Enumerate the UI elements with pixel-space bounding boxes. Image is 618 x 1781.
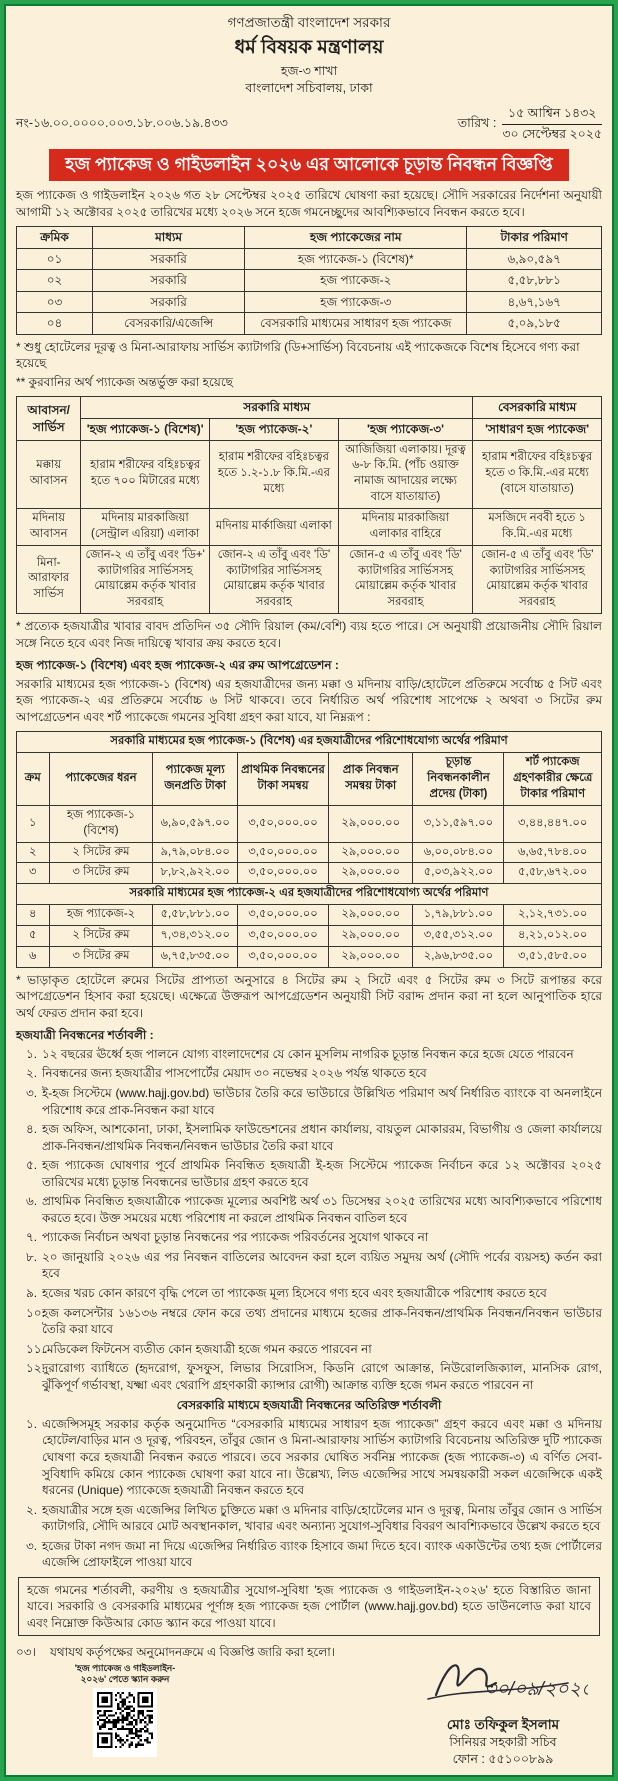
- list-item: [16, 1046, 602, 1063]
- cell: আজিজিয়া এলাকায়। দূরত্ব ৬-৮ কি.মি. (পাঁচ ওয়াক্ত নামাজ আদায়ের লক্ষ্যে বাসে যাতায়াত): [338, 440, 473, 508]
- upgrade-calculation-note: * ভাড়াকৃত হোটেলে রুমের সিটের প্রাপ্যতা অনুসারে ৪ সিটের রুম ২ সিটে এবং ৫ সিটের রুম ৩ সিটে রূপান্তর করে আপগ্রেডেশন হিসাব করা হয়েছে। এক্ষেত্রে উক্তরূপ আপগ্রেডেশন অনুযায়ী সিট বরাদ্দ প্রদান করা না হলে আনুপাতিক হারে অর্থ ফেরত প্রদান করা হবে।: [16, 972, 602, 1020]
- item-text: ২০ জানুয়ারি ২০২৬ এর পর নিবন্ধন বাতিলের আবেদন করা হলে ব্যয়িত সমুদয় অর্থ (সৌদি পর্বের ব্যয়সহ) কর্তন করা হবে: [42, 1249, 602, 1281]
- signatory-title: সিনিয়র সহকারী সচিব: [449, 1735, 557, 1750]
- cell: ৭,৩৪,৩১২.০০: [153, 926, 238, 947]
- list-item: [16, 1193, 602, 1226]
- table-row: [17, 946, 602, 967]
- item-number: ১.: [26, 1046, 38, 1061]
- item-number: ৫.: [26, 1158, 38, 1173]
- extra-conditions-heading: বেসরকারি মাধ্যমে হজযাত্রী নিবন্ধনের অতিরিক্ত শর্তাবলী: [176, 1398, 442, 1413]
- cell: ৫,৫৮,৬৭২.০০: [504, 863, 602, 884]
- upgrade-heading: হজ প্যাকেজ-১ (বিশেষ) এবং হজ প্যাকেজ-২ এর রুম আপগ্রেডেশন :: [16, 658, 339, 673]
- col-header: 'হজ প্যাকেজ-২': [210, 419, 339, 441]
- note-qurbani: ** কুরবানির অর্থ প্যাকেজ অন্তর্ভুক্ত করা হয়েছে: [16, 374, 233, 389]
- cell: সরকারি: [93, 291, 245, 313]
- date-values: [502, 105, 602, 143]
- cell: ৩,৫০,০০০.০০: [237, 905, 328, 926]
- cell: ৩,৫১,৫৮৫.০০: [504, 946, 602, 967]
- item-number: ৪.: [26, 1122, 38, 1137]
- cell: ৫,০৩,৯২২.০০: [413, 863, 504, 884]
- payment-table-title-2: সরকারি মাধ্যমের হজ প্যাকেজ-২ এর হজযাত্রীদের পরিশোধযোগ্য অর্থের পরিমাণ: [17, 884, 602, 905]
- col-header: প্যাকেজের ধরন: [49, 753, 153, 806]
- row-label: মিনা- আরাফার সার্ভিস: [17, 545, 81, 613]
- cell: হজ প্যাকেজ-১ (বিশেষ)*: [245, 248, 467, 270]
- cell: হজ প্যাকেজ-২: [49, 905, 153, 926]
- intro-paragraph: হজ প্যাকেজ ও গাইডলাইন ২০২৬ গত ২৮ সেপ্টেম্বর ২০২৫ তারিখে ঘোষণা করা হয়েছে। সৌদি সরকারের নির্দেশনা অনুযায়ী আগামী ১২ অক্টোবর ২০২৫ তারিখের মধ্যে ২০২৬ সনে হজে গমনেচ্ছুদের আবশ্যিকভাবে নিবন্ধন করতে হবে।: [16, 187, 602, 219]
- item-text: নিবন্ধনের জন্য হজযাত্রীর পাসপোর্টের মেয়াদ ৩০ নভেম্বর ২০২৬ পর্যন্ত থাকতে হবে: [42, 1066, 427, 1081]
- cell: ৩,৫০,০০০.০০: [237, 926, 328, 947]
- cell: ২,১২,৭৩১.০০: [504, 905, 602, 926]
- banner-wrap: [16, 149, 602, 181]
- cell: ০৩: [17, 291, 93, 313]
- list-item: [16, 1157, 602, 1190]
- col-header: 'হজ প্যাকেজ-১ (বিশেষ)': [81, 419, 210, 441]
- notice-title-banner: হজ প্যাকেজ ও গাইডলাইন ২০২৬ এর আলোকে চূড়ান্ত নিবন্ধন বিজ্ঞপ্তি: [49, 149, 568, 181]
- row-label: মক্কায় আবাসন: [17, 440, 81, 508]
- table-title-row: [17, 732, 602, 753]
- item-number: ১.: [26, 1416, 38, 1431]
- item-number: ২.: [26, 1502, 38, 1517]
- cell: ২,৯৬,৮৩৫.০০: [413, 946, 504, 967]
- item-number: ৯.: [26, 1286, 38, 1301]
- cell: বেসরকারি/এজেন্সি: [93, 313, 245, 335]
- cell: ০১: [17, 248, 93, 270]
- col-header: ক্রম: [17, 753, 50, 806]
- list-item: [16, 1538, 602, 1571]
- list-item: [16, 1085, 602, 1118]
- cell: ৩: [17, 863, 50, 884]
- conditions-list: [16, 1046, 602, 1393]
- item-text: প্রাথমিক নিবন্ধিত হজযাত্রীকে প্যাকেজ মূল্যের অবশিষ্ট অর্থ ৩১ ডিসেম্বর ২০২৫ তারিখের মধ্যে আবশ্যিকভাবে পরিশোধ করতে হবে। উক্ত সময়ের মধ্যে পরিশোধ না করলে প্রাথমিক নিবন্ধন বাতিল হবে: [42, 1194, 602, 1225]
- item-text: দুরারোগ্য ব্যাধিতে (হৃদরোগ, ফুসফুস, লিভার সিরোসিস, কিডনি রোগে আক্রান্ত, নিউরোলজিক্যাল, মানসিক রোগ, ঝুঁকিপূর্ণ গর্ভাবস্থা, যক্ষ্মা এবং থেরাপি গ্রহণকারী ক্যান্সার রোগী) আক্রান্ত ব্যক্তি হজে গমন করতে পারবেন না: [42, 1361, 602, 1392]
- cell: ৩,৫০,০০০.০০: [237, 863, 328, 884]
- branch-name: হজ-৩ শাখা: [280, 63, 338, 78]
- cell: ২৯,০০০.০০: [328, 926, 413, 947]
- cell: ৩ সিটের রুম: [49, 863, 153, 884]
- qr-caption-line1: 'হজ প্যাকেজ ও গাইডলাইন-: [74, 1662, 176, 1673]
- cell: হজ প্যাকেজ-১ (বিশেষ): [49, 805, 153, 842]
- cell: ৫,৫৮,৮৮১: [467, 270, 602, 292]
- package-price-table: [16, 226, 602, 335]
- cell: ২: [17, 842, 50, 863]
- col-header: শর্ট প্যাকেজ গ্রহণকারীর ক্ষেত্রে টাকার পরিমাণ: [504, 753, 602, 806]
- list-item: [16, 1285, 602, 1302]
- extra-conditions-list: [16, 1416, 602, 1571]
- qr-block: [60, 1663, 190, 1757]
- cell: সরকারি: [93, 270, 245, 292]
- closing-number: ০৩।: [16, 1645, 36, 1660]
- bottom-row: [16, 1663, 602, 1769]
- date-block: [458, 105, 602, 143]
- upgrade-paragraph: সরকারি মাধ্যমের হজ প্যাকেজ-১ (বিশেষ) এর হজযাত্রীদের জন্য মক্কা ও মদিনায় বাড়ি/হোটেলে প্রতিরুমে সর্বোচ্চ ৫ সিট এবং হজ প্যাকেজ-২ এর প্রতিরুমে সর্বোচ্চ ৬ সিট থাকবে। তবে নির্ধারিত অর্থ পরিশোধ সাপেক্ষে ২ অথবা ৩ সিটের রুম আপগ্রেডেশন এবং শর্ট প্যাকেজে গমনের সুবিধা গ্রহণ করা যাবে, যা নিম্নরূপ :: [16, 676, 602, 724]
- cell: সরকারি: [93, 248, 245, 270]
- table-row: [17, 291, 602, 313]
- item-number: ৬.: [26, 1194, 38, 1209]
- table-row: [17, 313, 602, 335]
- col-header: চূড়ান্ত নিবন্ধনকালীন প্রদেয় (টাকা): [413, 753, 504, 806]
- cell: ২৯,০০০.০০: [328, 805, 413, 842]
- cell: জোন-৫ এ তাঁবু এবং 'ডি' ক্যাটাগরির সার্ভিসসহ মোয়াল্লেম কর্তৃক খাবার সরবরাহ: [338, 545, 473, 613]
- cell: ৩,১১,৫৯৭.০০: [413, 805, 504, 842]
- cell: ৬,৭৫,৮৩৫.০০: [153, 946, 238, 967]
- item-number: ৩.: [26, 1086, 38, 1101]
- cell: ৬,৯০,৫৯৭.০০: [153, 805, 238, 842]
- table-header-row: [17, 753, 602, 806]
- table-row: [17, 805, 602, 842]
- qr-code-icon: [97, 1692, 153, 1748]
- secretariat-address: বাংলাদেশ সচিবালয়, ঢাকা: [245, 81, 373, 96]
- list-item: [16, 1249, 602, 1282]
- cell: ৩,৫০,০০০.০০: [237, 946, 328, 967]
- cell: ০৪: [17, 313, 93, 335]
- note-special: * শুধু হোটেলের দূরত্ব ও মিনা-আরাফায় সার্ভিস ক্যাটাগরি (ডি+সার্ভিস) বিবেচনায় এই প্যাকেজকে বিশেষ হিসেবে গণ্য করা হয়েছে: [16, 339, 580, 371]
- payment-table-title-1: সরকারি মাধ্যমের হজ প্যাকেজ-১ (বিশেষ) এর হজযাত্রীদের পরিশোধযোগ্য অর্থের পরিমাণ: [17, 732, 602, 753]
- table-row: [17, 926, 602, 947]
- cell: মদিনায় মার্কাজিয়া এলাকা: [210, 508, 339, 545]
- item-text: হজের টাকা নগদ জমা না দিয়ে এজেন্সির নির্ধারিত ব্যাংক হিসাবে জমা দিতে হবে। ব্যাংক একাউন্টের তথ্য হজ পোর্টালের এজেন্সি প্রোফাইলে পাওয়া যাবে: [42, 1538, 603, 1570]
- item-number: ৮.: [26, 1249, 38, 1264]
- cell: জোন-৫ এ তাঁবু এবং 'ডি' ক্যাটাগরির সার্ভিসসহ মোয়াল্লেম কর্তৃক খাবার সরবরাহ: [473, 545, 602, 613]
- cell: হারাম শরীফের বহিঃচত্বর হতে ৭০০ মিটারের মধ্যে: [81, 440, 210, 508]
- table-row: [17, 270, 602, 292]
- list-item: [16, 1305, 602, 1338]
- table-row: [17, 545, 602, 613]
- cell: ৬: [17, 946, 50, 967]
- list-item: [16, 1360, 602, 1393]
- memo-date-row: [16, 105, 602, 143]
- cell: হজ প্যাকেজ-৩: [245, 291, 467, 313]
- item-number: ৩.: [26, 1538, 38, 1553]
- item-text: হজ প্যাকেজ ঘোষণার পূর্বে প্রাথমিক নিবন্ধিত হজযাত্রী ই-হজ সিস্টেমে প্যাকেজ নির্বাচন করে ১২ অক্টোবর ২০২৫ তারিখের মধ্যে চূড়ান্ত নিবন্ধনের ভাউচার গ্রহণ করতে হবে: [42, 1158, 602, 1189]
- item-number: ২.: [26, 1066, 38, 1081]
- col-header: আবাসন/ সার্ভিস: [17, 397, 81, 440]
- signature-date: ৩০/০৯/২০২৫: [484, 1678, 588, 1700]
- list-item: [16, 1502, 602, 1535]
- signature-block: [418, 1649, 588, 1769]
- cell: ৬,৬৫,৭৮৪.০০: [504, 842, 602, 863]
- item-number: ১০.: [26, 1305, 45, 1320]
- table-header-row: [17, 227, 602, 249]
- government-name: গণপ্রজাতন্ত্রী বাংলাদেশ সরকার: [227, 15, 391, 30]
- item-number: ১২.: [26, 1361, 45, 1376]
- group-header-private: বেসরকারি মাধ্যম: [473, 397, 602, 419]
- cell: ৫: [17, 926, 50, 947]
- date-label: তারিখ :: [457, 116, 497, 131]
- group-header-public: সরকারি মাধ্যম: [81, 397, 473, 419]
- package-notes: [16, 339, 602, 391]
- cell: হজ প্যাকেজ-২: [245, 270, 467, 292]
- accommodation-service-table: [16, 396, 602, 614]
- closing-text: যথাযথ কর্তৃপক্ষের অনুমোদনক্রমে এ বিজ্ঞপ্তি জারি করা হলো।: [50, 1645, 335, 1660]
- table-row: [17, 440, 602, 508]
- table-row: [17, 905, 602, 926]
- col-header: 'সাধারণ হজ প্যাকেজ': [473, 419, 602, 441]
- cell: ৪: [17, 905, 50, 926]
- cell: ৪,২১,০১২.০০: [504, 926, 602, 947]
- cell: ৫,৫৮,৮৮১.০০: [153, 905, 238, 926]
- table-title-row: [17, 884, 602, 905]
- col-header: হজ প্যাকেজের নাম: [245, 227, 467, 249]
- cell: ১,৭৯,৮৮১.০০: [413, 905, 504, 926]
- cell: জোন-২ এ তাঁবু এবং 'ডি' ক্যাটাগরির সার্ভিসসহ মোয়াল্লেম কর্তৃক খাবার সরবরাহ: [210, 545, 339, 613]
- list-item: [16, 1065, 602, 1082]
- cell: ১: [17, 805, 50, 842]
- col-header: ক্রমিক: [17, 227, 93, 249]
- guideline-info-box: হজে গমনের শর্তাবলী, করণীয় ও হজযাত্রীর সুযোগ-সুবিধা 'হজ প্যাকেজ ও গাইডলাইন-২০২৬' হতে বিস্তারিত জানা যাবে। সরকারি ও বেসরকারি মাধ্যমের পূর্ণাঙ্গ হজ প্যাকেজ হজ পোর্টাল (www.hajj.gov.bd) হতে ডাউনলোড করা যাবে এবং নিম্নোক্ত কিউআর কোড স্ক্যান করে পাওয়া যাবে।: [18, 1577, 600, 1637]
- signatory-phone: ফোন : ৫৫১০০৮৯৯: [452, 1752, 554, 1767]
- row-label: মদিনায় আবাসন: [17, 508, 81, 545]
- date-bangla: ১৫ আশ্বিন ১৪৩২: [502, 105, 602, 124]
- qr-code: [93, 1688, 157, 1757]
- table-row: [17, 863, 602, 884]
- item-text: ১২ বছরের ঊর্ধ্বে হজ পালনে যোগ্য বাংলাদেশের যে কোন মুসলিম নাগরিক চূড়ান্ত নিবন্ধন করে হজে যেতে পারবেন: [42, 1046, 574, 1061]
- col-header: প্যাকেজ মূল্য জনপ্রতি টাকা: [153, 753, 238, 806]
- item-text: হজের খরচ কোন কারণে বৃদ্ধি পেলে তা প্যাকেজ মূল্য হিসেবে গণ্য হবে এবং হজযাত্রীকে পরিশোধ করতে হবে: [42, 1286, 547, 1301]
- cell: মদিনায় মারকাজিয়া এলাকার বাহিরে: [338, 508, 473, 545]
- signature-icon: [418, 1649, 588, 1711]
- cell: ৬,৯০,৫৯৭: [467, 248, 602, 270]
- cell: জোন-২ এ তাঁবু এবং 'ডি+' ক্যাটাগরির সার্ভিসসহ মোয়াল্লেম কর্তৃক খাবার সরবরাহ: [81, 545, 210, 613]
- cell: ৩,৫৫,৩১২.০০: [413, 926, 504, 947]
- col-header: প্রাথমিক নিবন্ধনের টাকা সমন্বয়: [237, 753, 328, 806]
- table-row: [17, 508, 602, 545]
- cell: ৩ সিটের রুম: [49, 946, 153, 967]
- payment-amount-table: [16, 731, 602, 967]
- cell: ০২: [17, 270, 93, 292]
- item-text: হজযাত্রীর সঙ্গে হজ এজেন্সির লিখিত চুক্তিতে মক্কা ও মদিনার বাড়ি/হোটেলের মান ও দূরত্ব, মিনায় তাঁবুর জোন ও সার্ভিস ক্যাটাগরি, সৌদি আরবে মোট অবস্থানকাল, খাবার এবং অন্যান্য সুযোগ-সুবিধার বিবরণ আবশ্যিকভাবে উল্লেখ করতে হবে: [42, 1502, 602, 1534]
- item-text: মেডিকেল ফিটনেস ব্যতীত কোন হজযাত্রী হজে গমন করতে পারবেন না: [42, 1341, 372, 1356]
- cell: ৩,৫০,০০০.০০: [237, 805, 328, 842]
- list-item: [16, 1416, 602, 1499]
- cell: ৩,৫০,০০০.০০: [237, 842, 328, 863]
- cell: ২৯,০০০.০০: [328, 842, 413, 863]
- cell: ৬,০০,০৮৪.০০: [413, 842, 504, 863]
- item-number: ১১.: [26, 1341, 45, 1356]
- date-gregorian: ৩০ সেপ্টেম্বর ২০২৫: [502, 126, 602, 141]
- cell: ২৯,০০০.০০: [328, 946, 413, 967]
- cell: ২ সিটের রুম: [49, 926, 153, 947]
- cell: মদিনায় মারকাজিয়া (সেন্ট্রাল এরিয়া) এলাকা: [81, 508, 210, 545]
- signatory-name: মোঃ তফিকুল ইসলাম: [446, 1716, 560, 1732]
- cell: ২৯,০০০.০০: [328, 905, 413, 926]
- list-item: [16, 1229, 602, 1246]
- cell: ২ সিটের রুম: [49, 842, 153, 863]
- col-header: টাকার পরিমাণ: [467, 227, 602, 249]
- cell: হারাম শরীফের বহিঃচত্বর হতে ৩ কি.মি.-এর মধ্যে (বাসে যাতায়াত): [473, 440, 602, 508]
- item-number: ৭.: [26, 1230, 38, 1245]
- table-header-row: [17, 397, 602, 419]
- list-item: [16, 1341, 602, 1358]
- cell: ২৯,০০০.০০: [328, 863, 413, 884]
- letterhead: [16, 14, 602, 97]
- cell: হারাম শরীফের বহিঃচত্বর হতে ১.২-১.৮ কি.মি.-এর মধ্যে: [210, 440, 339, 508]
- item-text: প্যাকেজ নির্বাচন অথবা চূড়ান্ত নিবন্ধনের পর প্যাকেজ পরিবর্তনের সুযোগ থাকবে না: [42, 1230, 429, 1245]
- col-header: মাধ্যম: [93, 227, 245, 249]
- item-text: এজেন্সিসমূহ সরকার কর্তৃক অনুমোদিত “বেসরকারি মাধ্যমের সাধারণ হজ প্যাকেজ” গ্রহণ করবে এবং মক্কা ও মদিনায় হোটেল/বাড়ির মান ও দূরত্ব, পরিবহন, তাঁবুর জোন ও মিনা-আরাফায় সার্ভিস ক্যাটাগরি বিবেচনায় অতিরিক্ত দুটি প্যাকেজ ঘোষণা করে হজযাত্রী নিবন্ধন করতে পারবে। তবে সরকার ঘোষিত সর্বনিম্ন প্যাকেজ (হজ প্যাকেজ-৩) এ বর্ণিত সেবা-সুবিধাদি কমিয়ে কোন প্যাকেজ ঘোষণা করা যাবে না। উল্লেখ্য, লিড এজেন্সির সাথে সমন্বয়কারী সকল এজেন্সিকে একই ধরনের (Unique) প্যাকেজে হজযাত্রী নিবন্ধন করতে হবে: [42, 1416, 602, 1498]
- cell: বেসরকারি মাধ্যমের সাধারণ হজ প্যাকেজ: [245, 313, 467, 335]
- table-header-row: [17, 419, 602, 441]
- qr-caption-line2: ২০২৬' পেতে স্ক্যান করুন: [80, 1674, 170, 1685]
- conditions-heading: হজযাত্রী নিবন্ধনের শর্তাবলী :: [16, 1028, 154, 1043]
- food-cost-note: * প্রত্যেক হজযাত্রীর খাবার বাবদ প্রতিদিন ৩৫ সৌদি রিয়াল (কম/বেশি) ব্যয় হতে পারে। সে অনুযায়ী প্রয়োজনীয় সৌদি রিয়াল সঙ্গে নিতে হবে এবং নিজ দায়িত্বে খাবার ক্রয় করতে হবে।: [16, 619, 602, 650]
- cell: ৮,৮২,৯২২.০০: [153, 863, 238, 884]
- item-text: হজ অফিস, আশকোনা, ঢাকা, ইসলামিক ফাউন্ডেশনের প্রধান কার্যালয়, বায়তুল মোকাররম, বিভাগীয় ও জেলা কার্যালয়ে প্রাক-নিবন্ধন/প্রাথমিক নিবন্ধন/নিবন্ধন ভাউচার তৈরি করা যাবে: [42, 1122, 602, 1153]
- item-text: হজ কলসেন্টার ১৬১৩৬ নম্বরে ফোন করে তথ্য প্রদানের মাধ্যমে হজের প্রাক-নিবন্ধন/প্রাথমিক নিবন্ধন/নিবন্ধন ভাউচার তৈরি করা যাবে: [42, 1305, 602, 1337]
- cell: ৯,৭৯,০৮৪.০০: [153, 842, 238, 863]
- cell: মসজিদে নববী হতে ১ কি.মি.-এর মধ্যে: [473, 508, 602, 545]
- col-header: 'হজ প্যাকেজ-৩': [338, 419, 473, 441]
- item-text: ই-হজ সিস্টেমে (www.hajj.gov.bd) ভাউচার তৈরি করে ভাউচারে উল্লিখিত পরিমাণ অর্থ নির্ধারিত ব্যাংকে বা অনলাইনে পরিশোধ করে প্রাক-নিবন্ধন করা যাবে: [42, 1086, 602, 1117]
- table-row: [17, 248, 602, 270]
- qr-caption: [60, 1663, 190, 1686]
- ministry-name: ধর্ম বিষয়ক মন্ত্রণালয়: [234, 36, 384, 58]
- cell: ৫,০৯,১৮৫: [467, 313, 602, 335]
- list-item: [16, 1121, 602, 1154]
- memo-number: নং-১৬.০০.০০০০.০০৩.১৮.০০৬.১৯.৪৩৩: [16, 116, 228, 131]
- cell: ৩,৪৪,৪৪৭.০০: [504, 805, 602, 842]
- cell: ৪,৬৭,১৬৭: [467, 291, 602, 313]
- col-header: প্রাক নিবন্ধন সমন্বয় টাকা: [328, 753, 413, 806]
- table-row: [17, 842, 602, 863]
